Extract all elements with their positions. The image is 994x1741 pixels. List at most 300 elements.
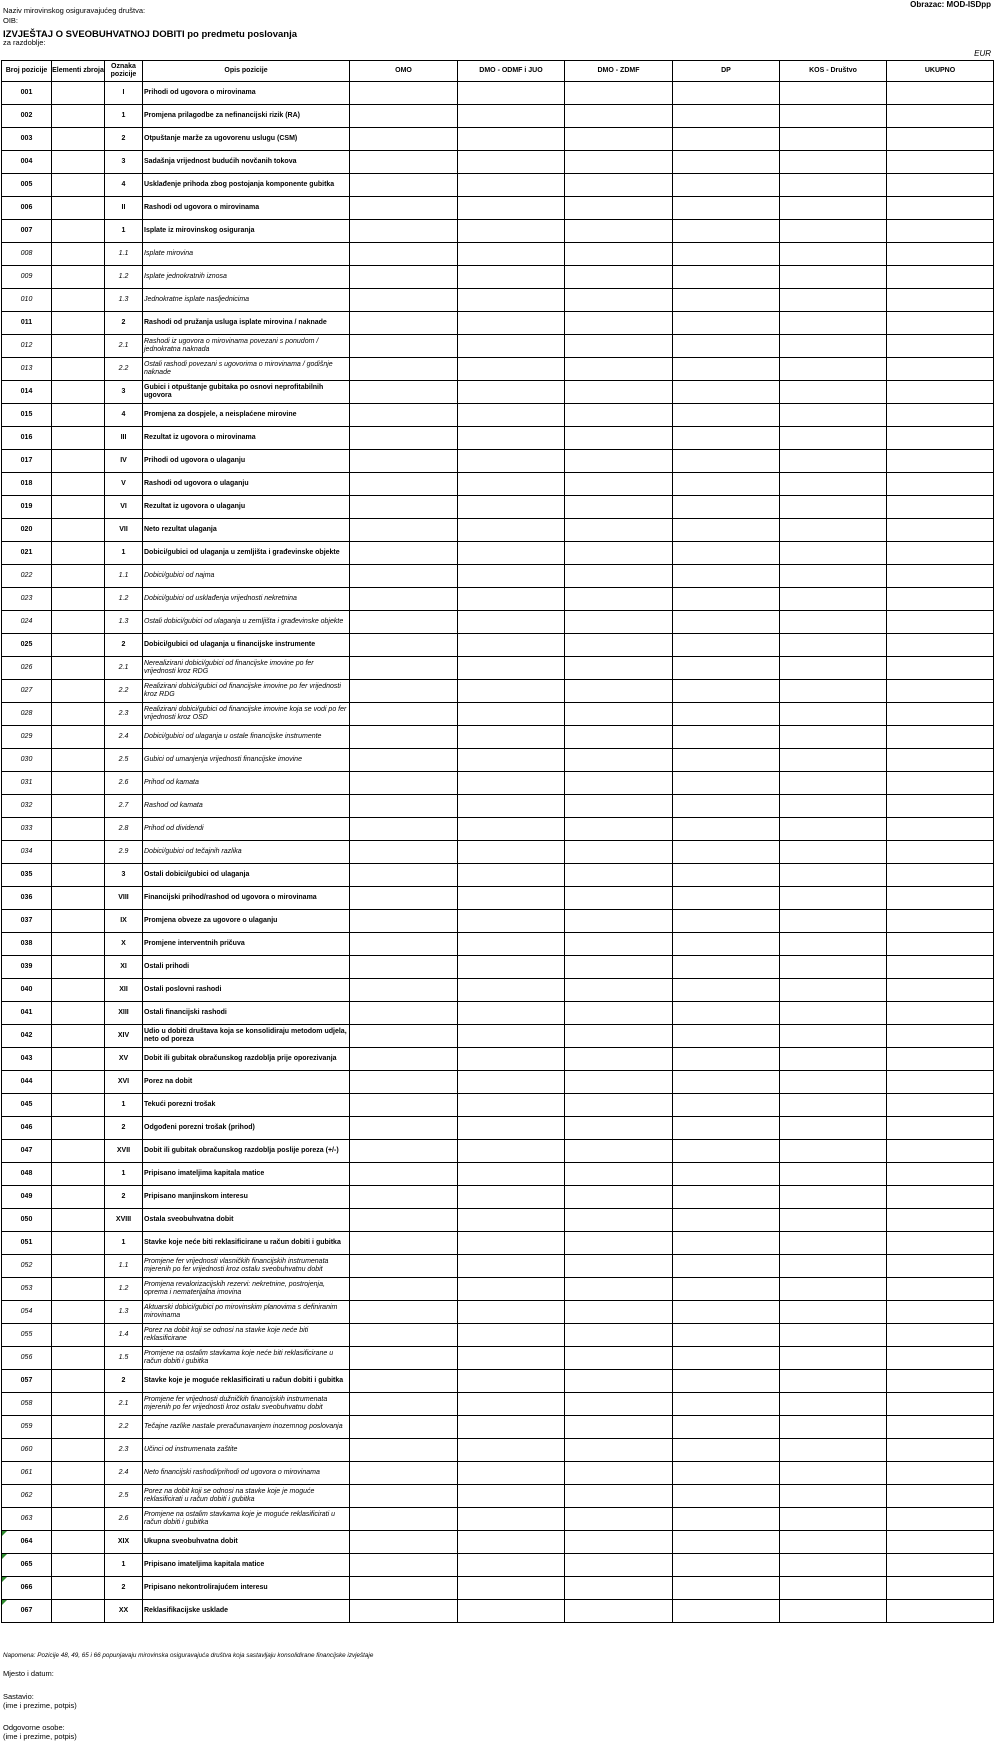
value-cell-omo[interactable] (350, 519, 458, 542)
value-cell-ukupno[interactable] (887, 657, 994, 680)
elements-cell[interactable] (52, 404, 105, 427)
elements-cell[interactable] (52, 1025, 105, 1048)
value-cell-kos[interactable] (780, 473, 887, 496)
value-cell-omo[interactable] (350, 588, 458, 611)
elements-cell[interactable] (52, 956, 105, 979)
value-cell-dp[interactable] (673, 243, 780, 266)
value-cell-ukupno[interactable] (887, 979, 994, 1002)
value-cell-dmo-zdmf[interactable] (565, 1140, 673, 1163)
elements-cell[interactable] (52, 703, 105, 726)
value-cell-omo[interactable] (350, 220, 458, 243)
value-cell-dmo-zdmf[interactable] (565, 1163, 673, 1186)
value-cell-dmo-zdmf[interactable] (565, 1508, 673, 1531)
value-cell-dmo-odmf[interactable] (458, 82, 565, 105)
value-cell-omo[interactable] (350, 772, 458, 795)
value-cell-dmo-zdmf[interactable] (565, 519, 673, 542)
value-cell-dmo-zdmf[interactable] (565, 1025, 673, 1048)
value-cell-dmo-zdmf[interactable] (565, 1117, 673, 1140)
value-cell-dp[interactable] (673, 565, 780, 588)
value-cell-kos[interactable] (780, 243, 887, 266)
value-cell-kos[interactable] (780, 82, 887, 105)
value-cell-ukupno[interactable] (887, 105, 994, 128)
value-cell-ukupno[interactable] (887, 956, 994, 979)
value-cell-omo[interactable] (350, 335, 458, 358)
value-cell-omo[interactable] (350, 956, 458, 979)
value-cell-dmo-odmf[interactable] (458, 1416, 565, 1439)
elements-cell[interactable] (52, 266, 105, 289)
value-cell-ukupno[interactable] (887, 312, 994, 335)
value-cell-dmo-odmf[interactable] (458, 1232, 565, 1255)
elements-cell[interactable] (52, 1508, 105, 1531)
value-cell-omo[interactable] (350, 151, 458, 174)
value-cell-dmo-odmf[interactable] (458, 634, 565, 657)
elements-cell[interactable] (52, 772, 105, 795)
value-cell-dmo-zdmf[interactable] (565, 887, 673, 910)
value-cell-dmo-zdmf[interactable] (565, 335, 673, 358)
elements-cell[interactable] (52, 1577, 105, 1600)
value-cell-dmo-odmf[interactable] (458, 956, 565, 979)
value-cell-dmo-zdmf[interactable] (565, 381, 673, 404)
value-cell-ukupno[interactable] (887, 450, 994, 473)
elements-cell[interactable] (52, 312, 105, 335)
value-cell-dp[interactable] (673, 1071, 780, 1094)
value-cell-dmo-odmf[interactable] (458, 1209, 565, 1232)
value-cell-omo[interactable] (350, 1232, 458, 1255)
value-cell-omo[interactable] (350, 1416, 458, 1439)
value-cell-kos[interactable] (780, 197, 887, 220)
value-cell-kos[interactable] (780, 772, 887, 795)
value-cell-omo[interactable] (350, 312, 458, 335)
value-cell-dp[interactable] (673, 1186, 780, 1209)
value-cell-ukupno[interactable] (887, 1186, 994, 1209)
value-cell-dmo-zdmf[interactable] (565, 473, 673, 496)
value-cell-ukupno[interactable] (887, 1025, 994, 1048)
value-cell-dmo-zdmf[interactable] (565, 864, 673, 887)
elements-cell[interactable] (52, 979, 105, 1002)
value-cell-dmo-zdmf[interactable] (565, 749, 673, 772)
value-cell-ukupno[interactable] (887, 818, 994, 841)
value-cell-dmo-odmf[interactable] (458, 381, 565, 404)
value-cell-dmo-odmf[interactable] (458, 1485, 565, 1508)
value-cell-kos[interactable] (780, 1186, 887, 1209)
value-cell-dmo-zdmf[interactable] (565, 680, 673, 703)
value-cell-ukupno[interactable] (887, 335, 994, 358)
value-cell-dmo-odmf[interactable] (458, 910, 565, 933)
value-cell-dmo-zdmf[interactable] (565, 611, 673, 634)
value-cell-kos[interactable] (780, 979, 887, 1002)
value-cell-dmo-odmf[interactable] (458, 473, 565, 496)
value-cell-omo[interactable] (350, 358, 458, 381)
value-cell-dmo-odmf[interactable] (458, 358, 565, 381)
value-cell-kos[interactable] (780, 1071, 887, 1094)
value-cell-kos[interactable] (780, 864, 887, 887)
value-cell-dp[interactable] (673, 128, 780, 151)
value-cell-omo[interactable] (350, 1117, 458, 1140)
value-cell-dp[interactable] (673, 220, 780, 243)
value-cell-dmo-zdmf[interactable] (565, 1002, 673, 1025)
value-cell-omo[interactable] (350, 887, 458, 910)
elements-cell[interactable] (52, 1554, 105, 1577)
value-cell-ukupno[interactable] (887, 1393, 994, 1416)
value-cell-dp[interactable] (673, 1370, 780, 1393)
value-cell-dmo-odmf[interactable] (458, 105, 565, 128)
value-cell-ukupno[interactable] (887, 1485, 994, 1508)
value-cell-omo[interactable] (350, 174, 458, 197)
value-cell-dmo-odmf[interactable] (458, 1347, 565, 1370)
value-cell-dmo-zdmf[interactable] (565, 1278, 673, 1301)
value-cell-omo[interactable] (350, 749, 458, 772)
elements-cell[interactable] (52, 243, 105, 266)
elements-cell[interactable] (52, 818, 105, 841)
value-cell-ukupno[interactable] (887, 864, 994, 887)
value-cell-dmo-odmf[interactable] (458, 703, 565, 726)
value-cell-kos[interactable] (780, 1002, 887, 1025)
value-cell-dmo-odmf[interactable] (458, 772, 565, 795)
value-cell-dmo-odmf[interactable] (458, 243, 565, 266)
value-cell-omo[interactable] (350, 657, 458, 680)
value-cell-dmo-odmf[interactable] (458, 657, 565, 680)
value-cell-dp[interactable] (673, 1301, 780, 1324)
value-cell-ukupno[interactable] (887, 496, 994, 519)
value-cell-dp[interactable] (673, 703, 780, 726)
elements-cell[interactable] (52, 128, 105, 151)
value-cell-dmo-odmf[interactable] (458, 151, 565, 174)
value-cell-omo[interactable] (350, 1370, 458, 1393)
value-cell-dmo-odmf[interactable] (458, 933, 565, 956)
elements-cell[interactable] (52, 1117, 105, 1140)
elements-cell[interactable] (52, 335, 105, 358)
value-cell-dp[interactable] (673, 588, 780, 611)
value-cell-dmo-zdmf[interactable] (565, 795, 673, 818)
value-cell-dmo-odmf[interactable] (458, 519, 565, 542)
value-cell-dp[interactable] (673, 1393, 780, 1416)
value-cell-kos[interactable] (780, 1554, 887, 1577)
value-cell-dp[interactable] (673, 841, 780, 864)
value-cell-kos[interactable] (780, 404, 887, 427)
value-cell-omo[interactable] (350, 1094, 458, 1117)
value-cell-kos[interactable] (780, 266, 887, 289)
value-cell-ukupno[interactable] (887, 542, 994, 565)
value-cell-omo[interactable] (350, 1071, 458, 1094)
value-cell-dmo-odmf[interactable] (458, 1600, 565, 1623)
value-cell-dmo-odmf[interactable] (458, 427, 565, 450)
value-cell-dmo-odmf[interactable] (458, 565, 565, 588)
value-cell-omo[interactable] (350, 795, 458, 818)
value-cell-dmo-odmf[interactable] (458, 289, 565, 312)
elements-cell[interactable] (52, 1370, 105, 1393)
value-cell-dp[interactable] (673, 1485, 780, 1508)
value-cell-omo[interactable] (350, 427, 458, 450)
value-cell-dmo-zdmf[interactable] (565, 1370, 673, 1393)
value-cell-omo[interactable] (350, 1278, 458, 1301)
value-cell-ukupno[interactable] (887, 1554, 994, 1577)
value-cell-dmo-zdmf[interactable] (565, 312, 673, 335)
value-cell-ukupno[interactable] (887, 1600, 994, 1623)
value-cell-kos[interactable] (780, 1508, 887, 1531)
value-cell-omo[interactable] (350, 1462, 458, 1485)
value-cell-kos[interactable] (780, 1117, 887, 1140)
value-cell-kos[interactable] (780, 128, 887, 151)
value-cell-dmo-zdmf[interactable] (565, 427, 673, 450)
value-cell-ukupno[interactable] (887, 1462, 994, 1485)
elements-cell[interactable] (52, 634, 105, 657)
value-cell-dmo-odmf[interactable] (458, 1094, 565, 1117)
value-cell-ukupno[interactable] (887, 611, 994, 634)
value-cell-omo[interactable] (350, 82, 458, 105)
value-cell-dp[interactable] (673, 657, 780, 680)
value-cell-dp[interactable] (673, 519, 780, 542)
value-cell-dmo-zdmf[interactable] (565, 128, 673, 151)
value-cell-dp[interactable] (673, 174, 780, 197)
value-cell-ukupno[interactable] (887, 910, 994, 933)
value-cell-dmo-zdmf[interactable] (565, 358, 673, 381)
value-cell-dmo-odmf[interactable] (458, 1255, 565, 1278)
value-cell-omo[interactable] (350, 1347, 458, 1370)
elements-cell[interactable] (52, 82, 105, 105)
value-cell-omo[interactable] (350, 289, 458, 312)
value-cell-kos[interactable] (780, 910, 887, 933)
value-cell-kos[interactable] (780, 519, 887, 542)
value-cell-kos[interactable] (780, 1577, 887, 1600)
value-cell-dmo-zdmf[interactable] (565, 979, 673, 1002)
value-cell-kos[interactable] (780, 680, 887, 703)
value-cell-dp[interactable] (673, 933, 780, 956)
value-cell-dmo-odmf[interactable] (458, 726, 565, 749)
value-cell-omo[interactable] (350, 128, 458, 151)
value-cell-dp[interactable] (673, 312, 780, 335)
value-cell-dmo-zdmf[interactable] (565, 289, 673, 312)
elements-cell[interactable] (52, 289, 105, 312)
value-cell-dp[interactable] (673, 680, 780, 703)
value-cell-omo[interactable] (350, 1439, 458, 1462)
value-cell-dmo-odmf[interactable] (458, 1163, 565, 1186)
value-cell-dmo-odmf[interactable] (458, 496, 565, 519)
value-cell-kos[interactable] (780, 496, 887, 519)
value-cell-dmo-zdmf[interactable] (565, 197, 673, 220)
value-cell-omo[interactable] (350, 1600, 458, 1623)
value-cell-omo[interactable] (350, 1140, 458, 1163)
value-cell-kos[interactable] (780, 703, 887, 726)
value-cell-dp[interactable] (673, 450, 780, 473)
value-cell-dp[interactable] (673, 1462, 780, 1485)
value-cell-ukupno[interactable] (887, 1439, 994, 1462)
value-cell-dp[interactable] (673, 266, 780, 289)
value-cell-dmo-zdmf[interactable] (565, 151, 673, 174)
elements-cell[interactable] (52, 1186, 105, 1209)
value-cell-ukupno[interactable] (887, 427, 994, 450)
value-cell-ukupno[interactable] (887, 1324, 994, 1347)
elements-cell[interactable] (52, 611, 105, 634)
value-cell-dp[interactable] (673, 1416, 780, 1439)
value-cell-dmo-zdmf[interactable] (565, 1577, 673, 1600)
value-cell-dmo-odmf[interactable] (458, 841, 565, 864)
value-cell-dp[interactable] (673, 979, 780, 1002)
value-cell-dmo-zdmf[interactable] (565, 1071, 673, 1094)
value-cell-ukupno[interactable] (887, 151, 994, 174)
value-cell-dmo-odmf[interactable] (458, 1554, 565, 1577)
value-cell-dmo-odmf[interactable] (458, 1577, 565, 1600)
value-cell-ukupno[interactable] (887, 1416, 994, 1439)
value-cell-dmo-zdmf[interactable] (565, 1324, 673, 1347)
value-cell-dp[interactable] (673, 151, 780, 174)
value-cell-dmo-odmf[interactable] (458, 680, 565, 703)
value-cell-dmo-odmf[interactable] (458, 1508, 565, 1531)
value-cell-omo[interactable] (350, 841, 458, 864)
value-cell-dp[interactable] (673, 1531, 780, 1554)
elements-cell[interactable] (52, 1048, 105, 1071)
value-cell-kos[interactable] (780, 841, 887, 864)
value-cell-omo[interactable] (350, 1048, 458, 1071)
elements-cell[interactable] (52, 151, 105, 174)
value-cell-kos[interactable] (780, 450, 887, 473)
value-cell-kos[interactable] (780, 1163, 887, 1186)
value-cell-kos[interactable] (780, 105, 887, 128)
value-cell-dp[interactable] (673, 1140, 780, 1163)
value-cell-dmo-zdmf[interactable] (565, 1301, 673, 1324)
value-cell-ukupno[interactable] (887, 404, 994, 427)
value-cell-dmo-odmf[interactable] (458, 1462, 565, 1485)
value-cell-dmo-zdmf[interactable] (565, 588, 673, 611)
value-cell-dmo-odmf[interactable] (458, 795, 565, 818)
value-cell-ukupno[interactable] (887, 1163, 994, 1186)
value-cell-dmo-odmf[interactable] (458, 450, 565, 473)
value-cell-dmo-zdmf[interactable] (565, 496, 673, 519)
value-cell-kos[interactable] (780, 542, 887, 565)
value-cell-dmo-zdmf[interactable] (565, 450, 673, 473)
value-cell-dmo-zdmf[interactable] (565, 1462, 673, 1485)
value-cell-omo[interactable] (350, 1485, 458, 1508)
value-cell-dmo-odmf[interactable] (458, 404, 565, 427)
value-cell-dp[interactable] (673, 82, 780, 105)
value-cell-dmo-odmf[interactable] (458, 588, 565, 611)
value-cell-kos[interactable] (780, 657, 887, 680)
value-cell-omo[interactable] (350, 404, 458, 427)
value-cell-dmo-odmf[interactable] (458, 1071, 565, 1094)
value-cell-dp[interactable] (673, 335, 780, 358)
value-cell-dmo-zdmf[interactable] (565, 1554, 673, 1577)
value-cell-ukupno[interactable] (887, 1094, 994, 1117)
value-cell-dp[interactable] (673, 1094, 780, 1117)
elements-cell[interactable] (52, 1278, 105, 1301)
value-cell-dmo-odmf[interactable] (458, 197, 565, 220)
value-cell-dmo-zdmf[interactable] (565, 404, 673, 427)
elements-cell[interactable] (52, 542, 105, 565)
value-cell-ukupno[interactable] (887, 565, 994, 588)
value-cell-dmo-odmf[interactable] (458, 174, 565, 197)
elements-cell[interactable] (52, 1301, 105, 1324)
value-cell-dp[interactable] (673, 795, 780, 818)
elements-cell[interactable] (52, 1462, 105, 1485)
value-cell-dp[interactable] (673, 1554, 780, 1577)
value-cell-dp[interactable] (673, 611, 780, 634)
value-cell-ukupno[interactable] (887, 1255, 994, 1278)
value-cell-ukupno[interactable] (887, 243, 994, 266)
value-cell-kos[interactable] (780, 956, 887, 979)
value-cell-dmo-zdmf[interactable] (565, 1347, 673, 1370)
value-cell-dmo-zdmf[interactable] (565, 542, 673, 565)
value-cell-dmo-zdmf[interactable] (565, 1232, 673, 1255)
value-cell-omo[interactable] (350, 1002, 458, 1025)
value-cell-ukupno[interactable] (887, 289, 994, 312)
value-cell-kos[interactable] (780, 289, 887, 312)
value-cell-dp[interactable] (673, 1600, 780, 1623)
value-cell-kos[interactable] (780, 588, 887, 611)
value-cell-omo[interactable] (350, 496, 458, 519)
value-cell-omo[interactable] (350, 864, 458, 887)
elements-cell[interactable] (52, 1324, 105, 1347)
value-cell-kos[interactable] (780, 818, 887, 841)
value-cell-dp[interactable] (673, 1025, 780, 1048)
value-cell-omo[interactable] (350, 680, 458, 703)
elements-cell[interactable] (52, 1393, 105, 1416)
value-cell-dmo-zdmf[interactable] (565, 82, 673, 105)
value-cell-kos[interactable] (780, 1025, 887, 1048)
value-cell-dmo-zdmf[interactable] (565, 1186, 673, 1209)
value-cell-dmo-zdmf[interactable] (565, 1048, 673, 1071)
value-cell-dmo-zdmf[interactable] (565, 1094, 673, 1117)
value-cell-kos[interactable] (780, 220, 887, 243)
value-cell-dmo-zdmf[interactable] (565, 933, 673, 956)
value-cell-kos[interactable] (780, 1416, 887, 1439)
value-cell-dmo-odmf[interactable] (458, 887, 565, 910)
value-cell-dmo-zdmf[interactable] (565, 1600, 673, 1623)
value-cell-kos[interactable] (780, 1347, 887, 1370)
value-cell-omo[interactable] (350, 565, 458, 588)
value-cell-dmo-zdmf[interactable] (565, 220, 673, 243)
value-cell-ukupno[interactable] (887, 82, 994, 105)
value-cell-dmo-zdmf[interactable] (565, 1209, 673, 1232)
value-cell-dmo-odmf[interactable] (458, 1278, 565, 1301)
value-cell-dmo-odmf[interactable] (458, 1186, 565, 1209)
value-cell-omo[interactable] (350, 1025, 458, 1048)
value-cell-ukupno[interactable] (887, 1209, 994, 1232)
value-cell-omo[interactable] (350, 1255, 458, 1278)
elements-cell[interactable] (52, 1071, 105, 1094)
value-cell-ukupno[interactable] (887, 772, 994, 795)
value-cell-ukupno[interactable] (887, 519, 994, 542)
value-cell-dp[interactable] (673, 1163, 780, 1186)
elements-cell[interactable] (52, 795, 105, 818)
value-cell-kos[interactable] (780, 1094, 887, 1117)
value-cell-dmo-odmf[interactable] (458, 749, 565, 772)
value-cell-omo[interactable] (350, 611, 458, 634)
elements-cell[interactable] (52, 841, 105, 864)
value-cell-dp[interactable] (673, 105, 780, 128)
value-cell-omo[interactable] (350, 243, 458, 266)
value-cell-ukupno[interactable] (887, 220, 994, 243)
value-cell-ukupno[interactable] (887, 128, 994, 151)
value-cell-dmo-zdmf[interactable] (565, 565, 673, 588)
value-cell-dp[interactable] (673, 358, 780, 381)
value-cell-omo[interactable] (350, 703, 458, 726)
value-cell-dp[interactable] (673, 726, 780, 749)
value-cell-dmo-odmf[interactable] (458, 1324, 565, 1347)
value-cell-dmo-zdmf[interactable] (565, 772, 673, 795)
value-cell-ukupno[interactable] (887, 749, 994, 772)
value-cell-kos[interactable] (780, 1462, 887, 1485)
value-cell-kos[interactable] (780, 611, 887, 634)
value-cell-omo[interactable] (350, 1209, 458, 1232)
value-cell-kos[interactable] (780, 1393, 887, 1416)
value-cell-kos[interactable] (780, 174, 887, 197)
value-cell-omo[interactable] (350, 634, 458, 657)
value-cell-omo[interactable] (350, 979, 458, 1002)
value-cell-dp[interactable] (673, 772, 780, 795)
elements-cell[interactable] (52, 1439, 105, 1462)
value-cell-dp[interactable] (673, 818, 780, 841)
value-cell-kos[interactable] (780, 887, 887, 910)
value-cell-dp[interactable] (673, 542, 780, 565)
